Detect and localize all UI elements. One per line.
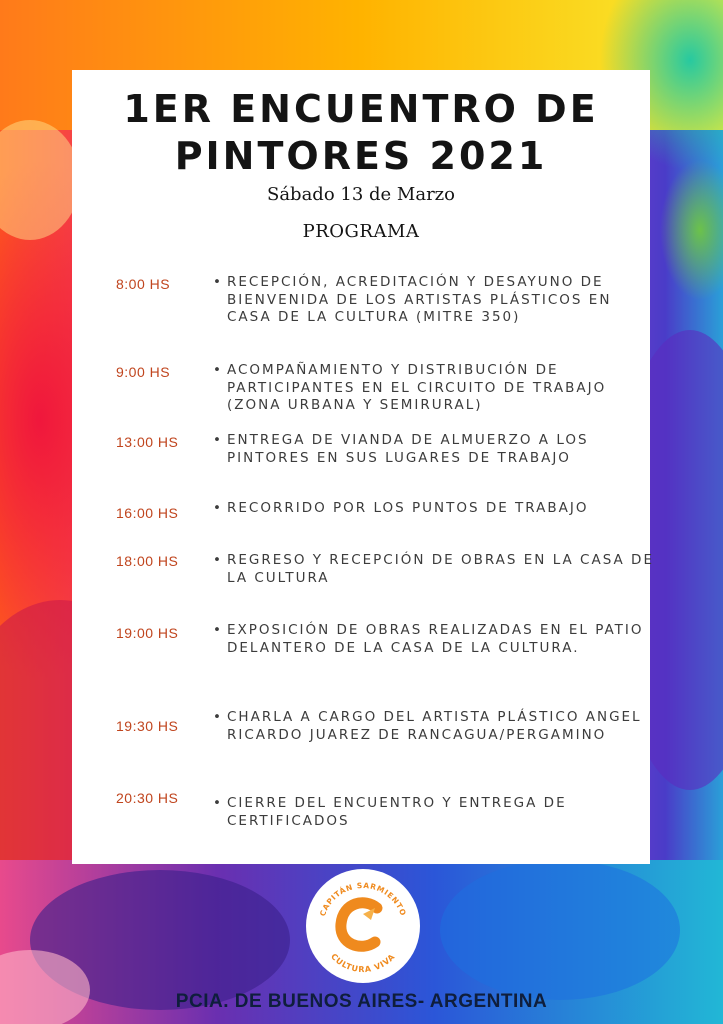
schedule-description: • RECEPCIÓN, ACREDITACIÓN Y DESAYUNO DE BIENVENIDA DE LOS ARTISTAS PLÁSTICOS EN CASA DE LA CULTURA (MITRE 350) bbox=[213, 274, 657, 327]
logo-top-text: CAPITÁN SARMIENTO bbox=[317, 880, 409, 918]
schedule-description: • CIERRE DEL ENCUENTRO Y ENTREGA DE CERTIFICADOS bbox=[213, 795, 657, 830]
schedule-description: • ENTREGA DE VIANDA DE ALMUERZO A LOS PINTORES EN SUS LUGARES DE TRABAJO bbox=[213, 432, 657, 467]
schedule-time: 16:00 HS bbox=[116, 505, 179, 521]
title-line-2: PINTORES 2021 bbox=[174, 134, 548, 178]
schedule-description: • REGRESO Y RECEPCIÓN DE OBRAS EN LA CASA DE LA CULTURA bbox=[213, 552, 657, 587]
schedule-time: 19:00 HS bbox=[116, 625, 179, 641]
schedule-time: 20:30 HS bbox=[116, 790, 179, 806]
schedule-time: 19:30 HS bbox=[116, 718, 179, 734]
event-date: Sábado 13 de Marzo bbox=[266, 184, 455, 205]
schedule-description: • CHARLA A CARGO DEL ARTISTA PLÁSTICO ANGEL RICARDO JUAREZ DE RANCAGUA/PERGAMINO bbox=[213, 709, 657, 744]
schedule-time: 8:00 HS bbox=[116, 276, 171, 292]
program-card bbox=[72, 70, 654, 864]
poster-title bbox=[72, 86, 650, 180]
schedule-time: 13:00 HS bbox=[116, 434, 179, 450]
schedule-time: 9:00 HS bbox=[116, 364, 171, 380]
cultura-viva-logo bbox=[305, 868, 421, 984]
schedule-time: 18:00 HS bbox=[116, 553, 179, 569]
schedule-description: • EXPOSICIÓN DE OBRAS REALIZADAS EN EL PATIO DELANTERO DE LA CASA DE LA CULTURA. bbox=[213, 622, 657, 657]
schedule-description: • ACOMPAÑAMIENTO Y DISTRIBUCIÓN DE PARTICIPANTES EN EL CIRCUITO DE TRABAJO (ZONA URBANA Y SEMIRURAL) bbox=[213, 362, 657, 415]
logo-bottom-text: CULTURA VIVA bbox=[329, 951, 397, 975]
program-heading: PROGRAMA bbox=[302, 221, 420, 242]
schedule-description: • RECORRIDO POR LOS PUNTOS DE TRABAJO bbox=[213, 500, 657, 518]
title-line-1: 1ER ENCUENTRO DE bbox=[123, 87, 599, 131]
footer-location: PCIA. DE BUENOS AIRES- ARGENTINA bbox=[175, 991, 548, 1012]
